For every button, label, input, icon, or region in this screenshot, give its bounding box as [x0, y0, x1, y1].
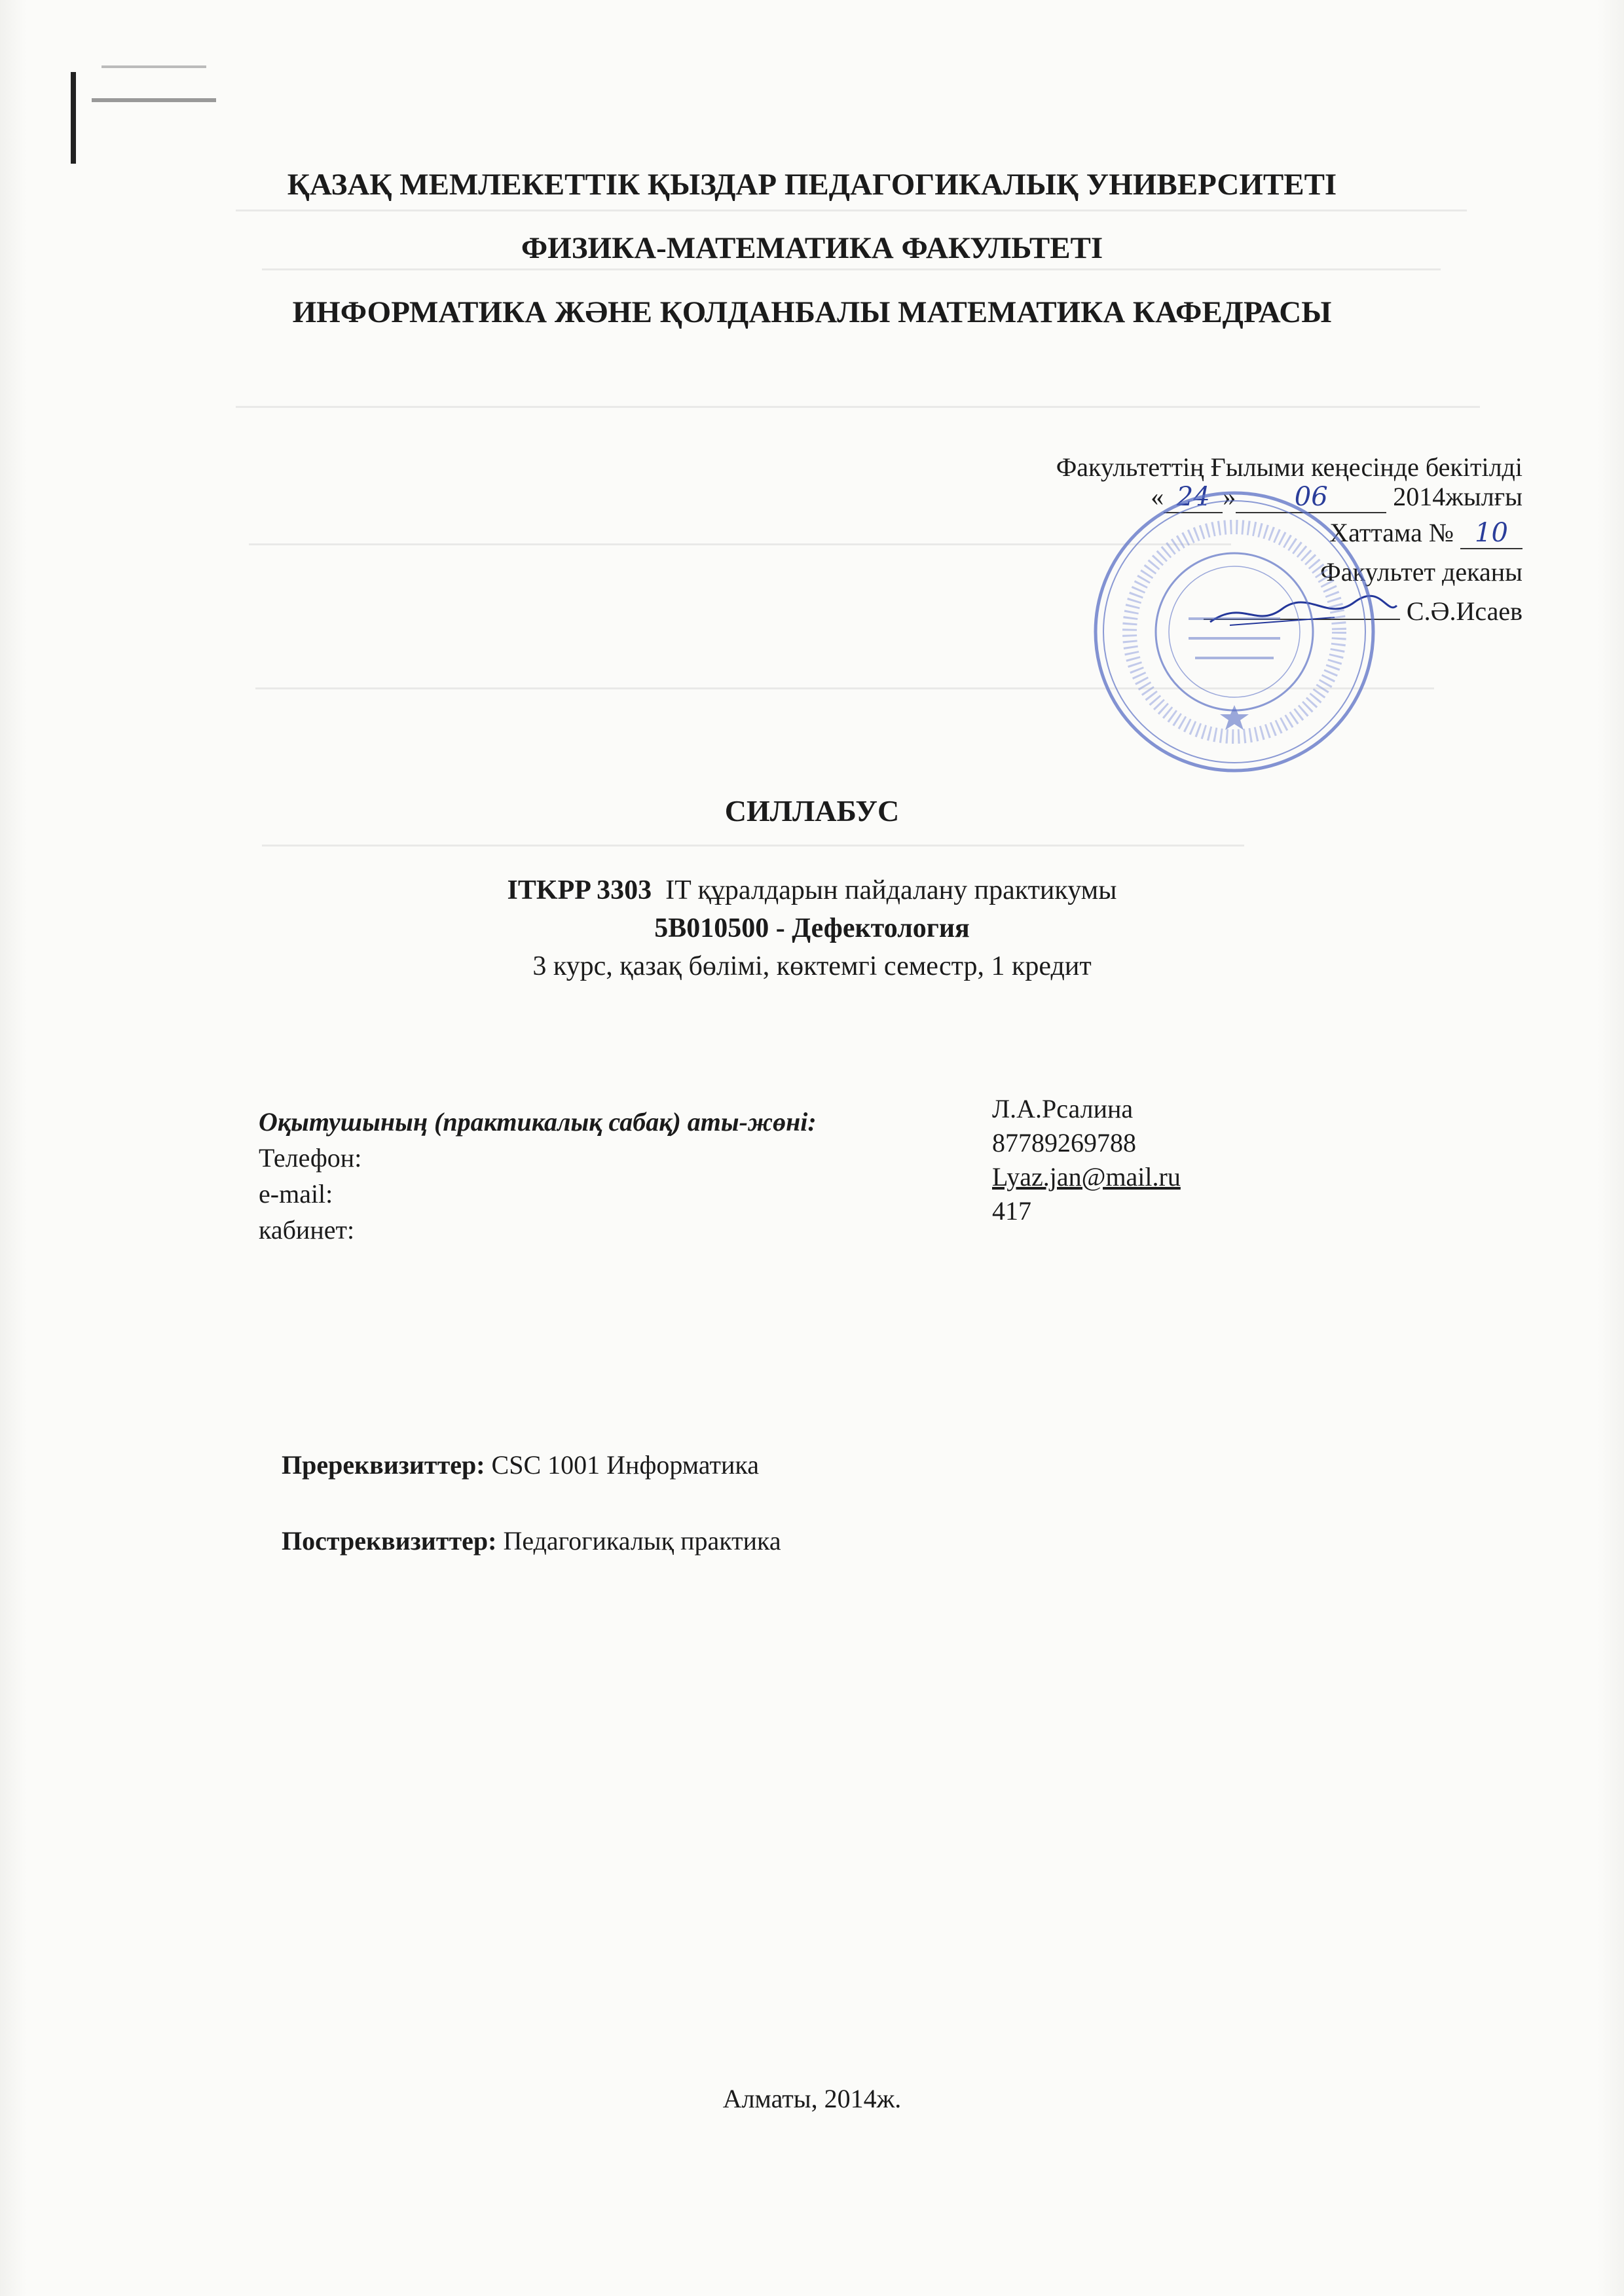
- course-name: IT құралдарын пайдалану практикумы: [665, 875, 1117, 905]
- prerequisites: [282, 1449, 759, 1480]
- approval-day: 24: [1164, 482, 1223, 513]
- phone-value: 87789269788: [992, 1128, 1136, 1157]
- prerequisites-label: Пререквизиттер:: [282, 1450, 485, 1480]
- course-line: [0, 875, 1624, 906]
- open-quote: «: [1151, 482, 1164, 511]
- postrequisites: [282, 1525, 781, 1556]
- faculty-name: ФИЗИКА-МАТЕМАТИКА ФАКУЛЬТЕТІ: [521, 231, 1103, 265]
- office-value: 417: [992, 1196, 1031, 1226]
- office-label: кабинет:: [259, 1215, 355, 1245]
- phone-label: Телефон:: [259, 1143, 362, 1173]
- approval-line: Факультеттің Ғылыми кеңесінде бекітілді: [1056, 452, 1522, 482]
- teacher-name-label: Оқытушының (практикалық сабақ) аты-жөні:: [259, 1107, 817, 1137]
- scan-artifact: [71, 72, 76, 164]
- course-details: 3 курс, қазақ бөлімі, көктемгі семестр, 1 кредит: [532, 951, 1092, 981]
- email-label: e-mail:: [259, 1179, 333, 1209]
- dean-title: Факультет деканы: [1320, 557, 1522, 587]
- official-seal: [1090, 488, 1378, 776]
- course-code: ITKPP 3303: [507, 875, 652, 905]
- approval-year: 2014жылғы: [1393, 482, 1522, 511]
- postrequisites-value: Педагогикалық практика: [496, 1526, 781, 1556]
- dean-name: С.Ә.Исаев: [1406, 596, 1522, 626]
- close-quote: »: [1223, 482, 1236, 511]
- place-date: Алматы, 2014ж.: [722, 2084, 902, 2113]
- protocol-label: Хаттама №: [1329, 518, 1454, 547]
- specialty: 5В010500 - Дефектология: [654, 913, 970, 943]
- approval-month: 06: [1236, 482, 1386, 513]
- department-name: ИНФОРМАТИКА ЖӘНЕ ҚОЛДАНБАЛЫ МАТЕМАТИКА КАФЕДРАСЫ: [292, 295, 1332, 329]
- scan-artifact: [92, 98, 216, 102]
- postrequisites-label: Постреквизиттер:: [282, 1526, 497, 1556]
- protocol-number: 10: [1460, 518, 1522, 549]
- scan-artifact: [101, 65, 206, 68]
- prerequisites-value: CSC 1001 Информатика: [485, 1450, 759, 1480]
- university-name: ҚАЗАҚ МЕМЛЕКЕТТІК ҚЫЗДАР ПЕДАГОГИКАЛЫҚ УНИВЕРСИТЕТІ: [287, 168, 1337, 202]
- document-type: СИЛЛАБУС: [724, 794, 900, 828]
- teacher-name: Л.А.Рсалина: [992, 1094, 1134, 1123]
- email-value: Lyaz.jan@mail.ru: [992, 1162, 1181, 1192]
